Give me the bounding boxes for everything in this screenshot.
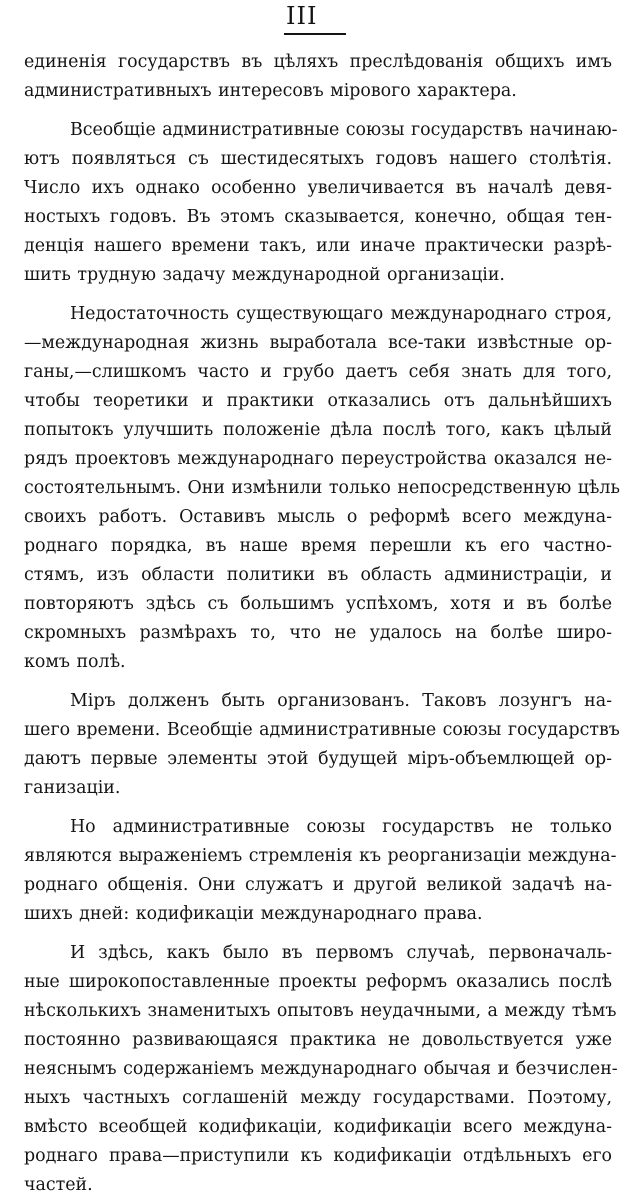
paragraph	[24, 116, 618, 290]
text-line: роднаго права—приступили къ кодификаціи отдѣльныхъ его	[24, 1146, 612, 1166]
text-line: Недостаточность существующаго международнаго строя,	[70, 304, 612, 324]
text-line: стямъ, изъ области политики въ область администраціи, и	[24, 565, 612, 585]
paragraph-gap	[24, 929, 612, 939]
text-line: шихъ дней: кодификаціи международнаго права.	[24, 904, 483, 924]
paragraph-gap	[24, 290, 612, 300]
text-line: ганизаціи.	[24, 778, 121, 798]
text-line: ные широкопоставленные проекты реформъ оказались послѣ	[24, 972, 612, 992]
text-line: своихъ работъ. Оставивъ мысль о реформѣ всего междуна-	[24, 507, 612, 527]
page-number: III	[286, 2, 318, 30]
text-line: неяснымъ содержаніемъ международнаго обычая и безчислен-	[24, 1059, 618, 1079]
text-line: комъ полѣ.	[24, 652, 126, 672]
text-line: рядъ проектовъ международнаго переустройства оказался не-	[24, 449, 612, 469]
text-line: ютъ появляться съ шестидесятыхъ годовъ нашего столѣтія.	[24, 149, 612, 169]
text-line: Всеобщіе административные союзы государствъ начинаю-	[70, 120, 618, 140]
text-line: состоятельнымъ. Они измѣнили только непосредственную цѣль	[24, 478, 620, 498]
text-line: роднаго порядка, въ наше время перешли къ его частно-	[24, 536, 612, 556]
text-line: денція нашего времени такъ, или иначе практически разрѣ-	[24, 236, 612, 256]
text-line: Но административные союзы государствъ не только	[70, 817, 612, 837]
text-line: Міръ долженъ быть организованъ. Таковъ лозунгъ на-	[70, 691, 612, 711]
paragraph	[24, 300, 620, 677]
text-line: —международная жизнь выработала все-таки извѣстные ор-	[24, 333, 612, 353]
text-line: даютъ первые элементы этой будущей міръ-объемлющей ор-	[24, 749, 612, 769]
page-body	[24, 48, 620, 1200]
text-line: единенія государствъ въ цѣляхъ преслѣдованія общихъ имъ	[24, 52, 612, 72]
text-line: скромныхъ размѣрахъ то, что не удалось на болѣе широ-	[24, 623, 612, 643]
paragraph	[24, 813, 617, 929]
paragraph-gap	[24, 677, 612, 687]
text-line: являются выраженіемъ стремленія къ реорганизаціи междуна-	[24, 846, 617, 866]
paragraph	[24, 939, 618, 1200]
text-line: повторяютъ здѣсь съ большимъ успѣхомъ, хотя и въ болѣе	[24, 594, 612, 614]
text-line: вмѣсто всеобщей кодификаціи, кодификаціи всего междуна-	[24, 1117, 612, 1137]
text-line: Число ихъ однако особенно увеличивается въ началѣ девя-	[24, 178, 612, 198]
page-header	[0, 0, 636, 46]
text-line: ностыхъ годовъ. Въ этомъ сказывается, конечно, общая тен-	[24, 207, 612, 227]
text-line: чтобы теоретики и практики отказались отъ дальнѣйшихъ	[24, 391, 612, 411]
text-line: частей.	[24, 1175, 93, 1195]
text-line: ганы,—слишкомъ часто и грубо даетъ себя знать для того,	[24, 362, 612, 382]
text-line: роднаго общенія. Они служатъ и другой великой задачѣ на-	[24, 875, 612, 895]
text-line: шего времени. Всеобщіе административные союзы государствъ	[24, 720, 620, 740]
paragraph-gap	[24, 106, 612, 116]
text-line: И здѣсь, какъ было въ первомъ случаѣ, первоначаль-	[70, 943, 612, 963]
text-line: постоянно развивающаяся практика не довольствуется уже	[24, 1030, 612, 1050]
paragraph	[24, 687, 620, 803]
paragraph-gap	[24, 803, 612, 813]
paragraph	[24, 48, 612, 106]
text-line: ныхъ частныхъ соглашеній между государствами. Поэтому,	[24, 1088, 612, 1108]
text-line: шить трудную задачу международной организаціи.	[24, 265, 505, 285]
text-line: попытокъ улучшить положеніе дѣла послѣ того, какъ цѣлый	[24, 420, 612, 440]
text-line: административныхъ интересовъ мірового характера.	[24, 81, 517, 101]
text-line: нѣсколькихъ знаменитыхъ опытовъ неудачными, а между тѣмъ	[24, 1001, 617, 1021]
header-rule	[284, 33, 346, 35]
